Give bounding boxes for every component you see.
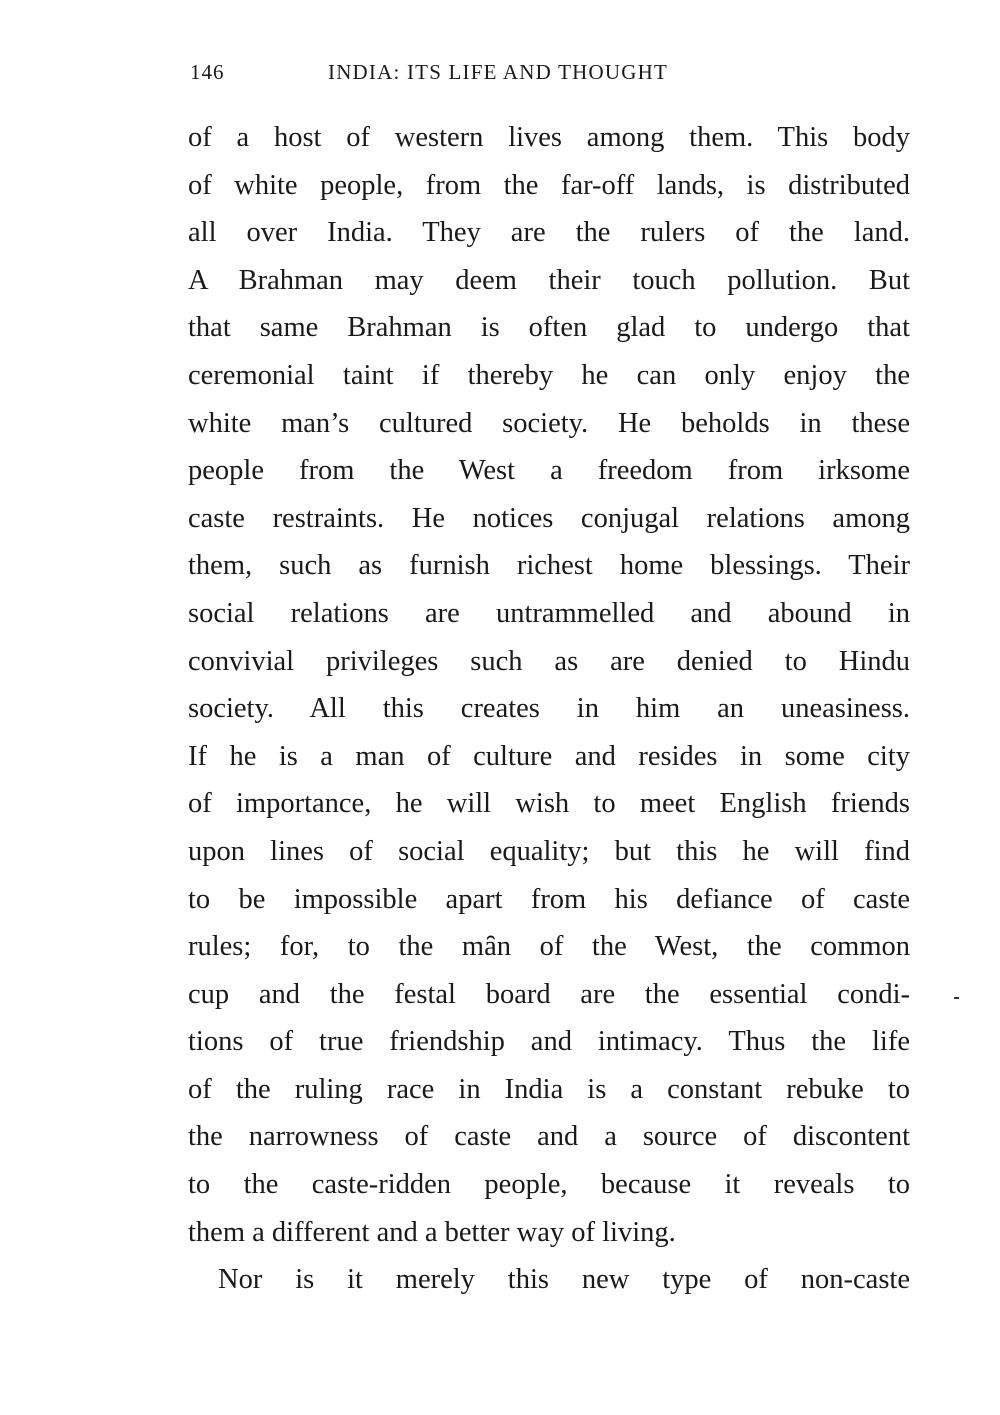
running-head xyxy=(190,60,790,90)
margin-mark xyxy=(954,997,959,999)
text-line: to the caste-ridden people, because it reveals to xyxy=(188,1169,910,1201)
text-line: A Brahman may deem their touch pollution. But xyxy=(188,264,910,296)
text-line: of the ruling race in India is a constant rebuke to xyxy=(188,1073,910,1105)
paragraph-last-line: them a different and a better way of living. xyxy=(188,1216,676,1248)
text-line: If he is a man of culture and resides in some city xyxy=(188,740,910,772)
text-line: society. All this creates in him an uneasiness. xyxy=(188,693,910,725)
text-line: tions of true friendship and intimacy. Thus the life xyxy=(188,1026,910,1058)
text-line: upon lines of social equality; but this he will find xyxy=(188,835,910,867)
text-line: caste restraints. He notices conjugal relations among xyxy=(188,502,910,534)
text-line: of a host of western lives among them. This body xyxy=(188,122,910,153)
page-number: 146 xyxy=(190,60,225,84)
text-line: of importance, he will wish to meet English friends xyxy=(188,788,910,820)
text-line: to be impossible apart from his defiance of caste xyxy=(188,883,910,915)
text-line: that same Brahman is often glad to undergo that xyxy=(188,312,910,344)
text-line: ceremonial taint if thereby he can only enjoy the xyxy=(188,359,910,391)
text-line: rules; for, to the mȃn of the West, the common xyxy=(188,931,910,963)
body-text xyxy=(188,114,910,1304)
text-line: all over India. They are the rulers of the land. xyxy=(188,217,910,249)
text-line: convivial privileges such as are denied to Hindu xyxy=(188,645,910,677)
text-line: them, such as furnish richest home blessings. Their xyxy=(188,550,910,582)
running-title: INDIA: ITS LIFE AND THOUGHT xyxy=(328,60,668,84)
next-paragraph-line: Nor is it merely this new type of non-caste xyxy=(218,1264,910,1296)
text-line: white man’s cultured society. He beholds in these xyxy=(188,407,910,439)
text-line: of white people, from the far-off lands, is distributed xyxy=(188,169,910,201)
text-line: people from the West a freedom from irksome xyxy=(188,455,910,487)
text-line: social relations are untrammelled and abound in xyxy=(188,597,910,629)
text-line: cup and the festal board are the essential condi- xyxy=(188,978,910,1010)
text-line: the narrowness of caste and a source of discontent xyxy=(188,1121,910,1153)
